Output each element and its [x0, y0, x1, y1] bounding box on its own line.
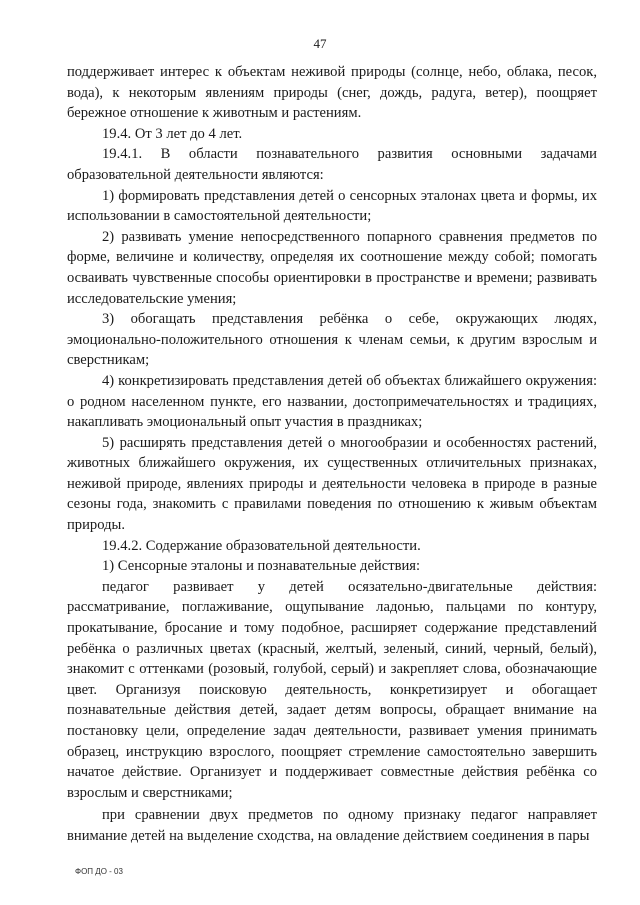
paragraph: при сравнении двух предметов по одному признаку педагог направляет внимание детей на выделение сходства, на овладение действием соединения в пары	[67, 807, 597, 844]
list-item: 4) конкретизировать представления детей об объектах ближайшего окружения: о родном населенном пункте, его названии, достопримечательностях и традициях, накапливать эмоциональный опыт участия в праздниках;	[67, 372, 597, 431]
section-heading: 19.4.2. Содержание образовательной деятельности.	[102, 537, 421, 554]
section-heading: 19.4. От 3 лет до 4 лет.	[102, 125, 243, 142]
paragraph: поддерживает интерес к объектам неживой природы (солнце, небо, облака, песок, вода), к некоторым явлениям природы (снег, дождь, радуга, ветер), поощряет бережное отношение к животным и растениям.	[67, 64, 597, 122]
footer-code: ФОП ДО - 03	[75, 867, 123, 876]
subsection-heading: 1) Сенсорные эталоны и познавательные действия:	[102, 558, 421, 575]
page-number: 47	[313, 36, 327, 51]
list-item: 2) развивать умение непосредственного попарного сравнения предметов по форме, величине и количеству, определяя их соотношение между собой; помогать осваивать чувственные способы ориентировки в пространстве и времени; развивать исследовательские умения;	[67, 228, 597, 307]
paragraph: педагог развивает у детей осязательно-двигательные действия: рассматривание, поглаживание, ощупывание ладонью, пальцами по контуру, прокатывание, бросание и тому подобное, расширяет содержание представлений ребёнка о различных цветах (красный, желтый, зеленый, синий, черный, белый), знакомит с оттенками (розовый, голубой, серый) и закрепляет слова, обозначающие цвет. Организуя поисковую деятельность, конкретизирует и обогащает познавательные действия детей, задает детям вопросы, обращает внимание на постановку цели, определение задач деятельности, развивает умения принимать образец, инструкцию взрослого, поощряет стремление самостоятельно завершить начатое действие. Организует и поддерживает совместные действия ребёнка со взрослым и сверстниками;	[67, 578, 597, 801]
list-item: 1) формировать представления детей о сенсорных эталонах цвета и формы, их использовании в самостоятельной деятельности;	[67, 187, 597, 225]
list-item: 3) обогащать представления ребёнка о себе, окружающих людях, эмоционально-положительного отношения к членам семьи, к другим взрослым и сверстникам;	[67, 311, 597, 369]
list-item: 5) расширять представления детей о многообразии и особенностях растений, животных ближайшего окружения, их существенных отличительных признаках, неживой природе, явлениях природы и деятельности человека в природе в разные сезоны года, знакомить с правилами поведения по отношению к живым объектам природы.	[67, 434, 597, 534]
document-body	[67, 62, 597, 847]
paragraph: 19.4.1. В области познавательного развития основными задачами образовательной деятельности являются:	[67, 146, 597, 183]
